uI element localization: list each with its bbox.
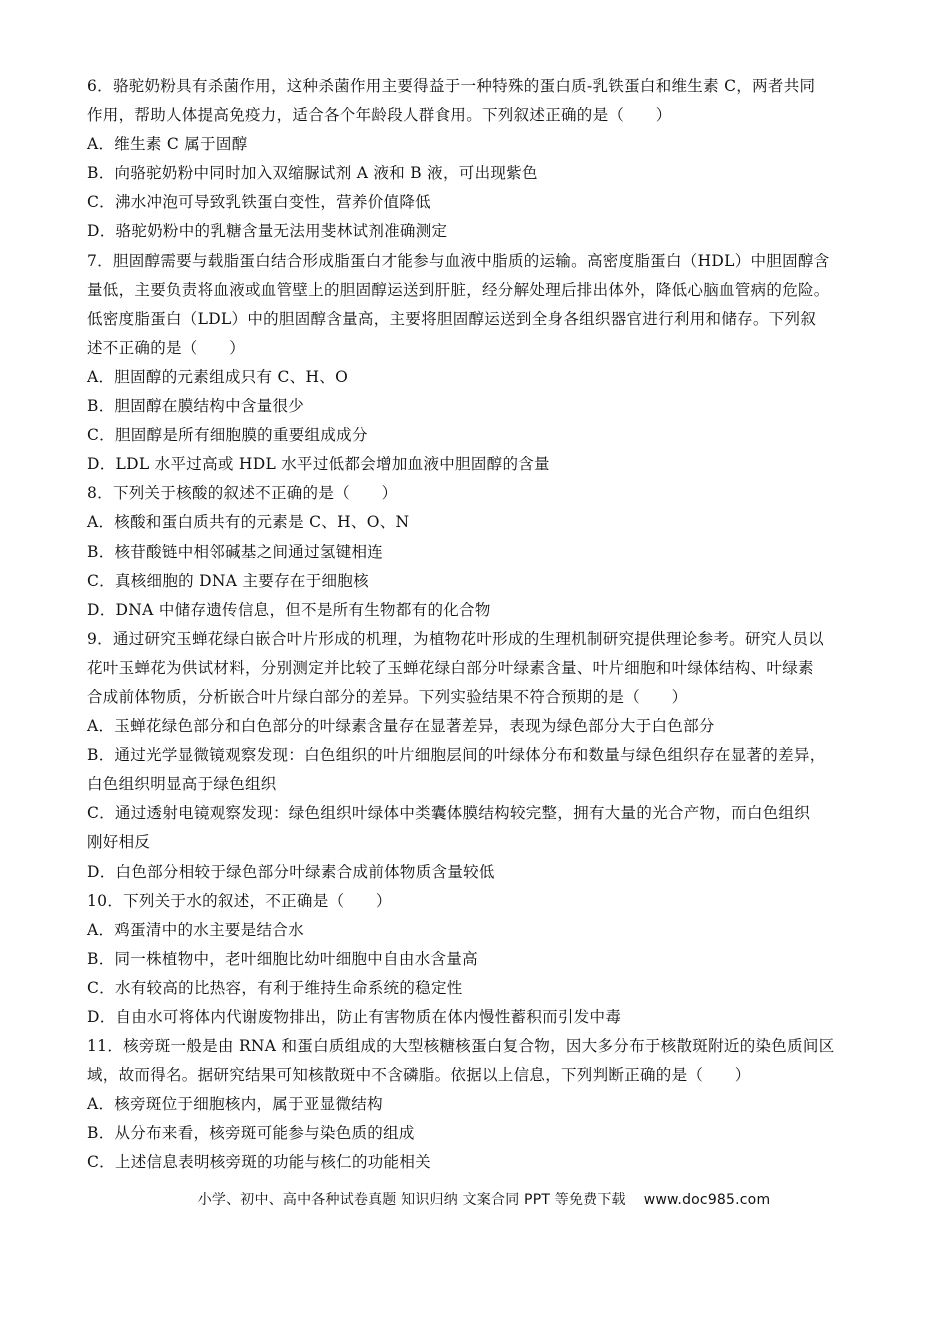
footer-url: www.doc985.com — [643, 1192, 771, 1208]
text-line: 域，故而得名。据研究结果可知核散斑中不含磷脂。依据以上信息，下列判断正确的是（ ） — [87, 1066, 751, 1085]
text-line: 9．通过研究玉蝉花绿白嵌合叶片形成的机理，为植物花叶形成的生理机制研究提供理论参考。研究人员以 — [87, 629, 824, 648]
text-line: A．鸡蛋清中的水主要是结合水 — [87, 920, 304, 939]
text-line: C．上述信息表明核旁斑的功能与核仁的功能相关 — [87, 1153, 431, 1172]
text-line: 合成前体物质，分析嵌合叶片绿白部分的差异。下列实验结果不符合预期的是（ ） — [87, 687, 688, 706]
text-line: 11．核旁斑一般是由 RNA 和蛋白质组成的大型核糖核蛋白复合物，因大多分布于核散斑附近的染色质间区 — [87, 1037, 835, 1056]
text-line: 7．胆固醇需要与载脂蛋白结合形成脂蛋白才能参与血液中脂质的运输。高密度脂蛋白（HDL）中胆固醇含 — [87, 251, 830, 270]
text-line: 述不正确的是（ ） — [87, 338, 246, 357]
text-line: B．核苷酸链中相邻碱基之间通过氢键相连 — [87, 542, 384, 561]
text-line: 低密度脂蛋白（LDL）中的胆固醇含量高，主要将胆固醇运送到全身各组织器官进行利用和储存。下列叙 — [87, 309, 817, 328]
text-line: D．白色部分相较于绿色部分叶绿素合成前体物质含量较低 — [87, 862, 495, 881]
text-line: D．DNA 中储存遗传信息，但不是所有生物都有的化合物 — [87, 600, 491, 619]
text-line: 花叶玉蝉花为供试材料，分别测定并比较了玉蝉花绿白部分叶绿素含量、叶片细胞和叶绿体结构、叶绿素 — [87, 658, 814, 677]
text-line: 白色组织明显高于绿色组织 — [87, 775, 277, 794]
text-line: C．真核细胞的 DNA 主要存在于细胞核 — [87, 571, 369, 590]
text-line: A．核旁斑位于细胞核内，属于亚显微结构 — [87, 1095, 383, 1114]
text-line: 10．下列关于水的叙述，不正确是（ ） — [87, 891, 392, 910]
text-line: 量低，主要负责将血液或血管壁上的胆固醇运送到肝脏，经分解处理后排出体外，降低心脑血管病的危险。 — [87, 280, 830, 299]
footer-text: 小学、初中、高中各种试卷真题 知识归纳 文案合同 PPT 等免费下载 — [197, 1192, 626, 1208]
text-line: D．LDL 水平过高或 HDL 水平过低都会增加血液中胆固醇的含量 — [87, 455, 550, 474]
text-line: 8．下列关于核酸的叙述不正确的是（ ） — [87, 484, 398, 503]
question-body — [87, 72, 882, 1178]
text-line: B．向骆驼奶粉中同时加入双缩脲试剂 A 液和 B 液，可出现紫色 — [87, 164, 538, 183]
text-line: D．自由水可将体内代谢废物排出，防止有害物质在体内慢性蓄积而引发中毒 — [87, 1008, 622, 1026]
page-footer — [0, 1189, 950, 1209]
text-line: D．骆驼奶粉中的乳糖含量无法用斐林试剂准确测定 — [87, 222, 448, 241]
text-line: B．胆固醇在膜结构中含量很少 — [87, 397, 305, 416]
text-line: 刚好相反 — [87, 833, 151, 852]
text-line: A．胆固醇的元素组成只有 C、H、O — [87, 367, 349, 386]
text-line: C．沸水冲泡可导致乳铁蛋白变性，营养价值降低 — [87, 193, 431, 212]
text-line: A．核酸和蛋白质共有的元素是 C、H、O、N — [87, 513, 410, 532]
text-line: 作用，帮助人体提高免疫力，适合各个年龄段人群食用。下列叙述正确的是（ ） — [87, 106, 672, 125]
text-line: 6．骆驼奶粉具有杀菌作用，这种杀菌作用主要得益于一种特殊的蛋白质-乳铁蛋白和维生素 C，两者共同 — [87, 77, 816, 95]
text-line: B．通过光学显微镜观察发现：白色组织的叶片细胞层间的叶绿体分布和数量与绿色组织存在显著的差异， — [87, 746, 826, 765]
text-line: C．胆固醇是所有细胞膜的重要组成成分 — [87, 426, 368, 445]
text-line: A．维生素 C 属于固醇 — [87, 135, 248, 154]
text-line: B．同一株植物中，老叶细胞比幼叶细胞中自由水含量高 — [87, 949, 478, 968]
text-line: A．玉蝉花绿色部分和白色部分的叶绿素含量存在显著差异，表现为绿色部分大于白色部分 — [87, 717, 715, 736]
text-line: C．水有较高的比热容，有利于维持生命系统的稳定性 — [87, 978, 463, 997]
text-line: B．从分布来看，核旁斑可能参与染色质的组成 — [87, 1124, 415, 1143]
text-line: C．通过透射电镜观察发现：绿色组织叶绿体中类囊体膜结构较完整，拥有大量的光合产物，而白色组织 — [87, 804, 811, 823]
